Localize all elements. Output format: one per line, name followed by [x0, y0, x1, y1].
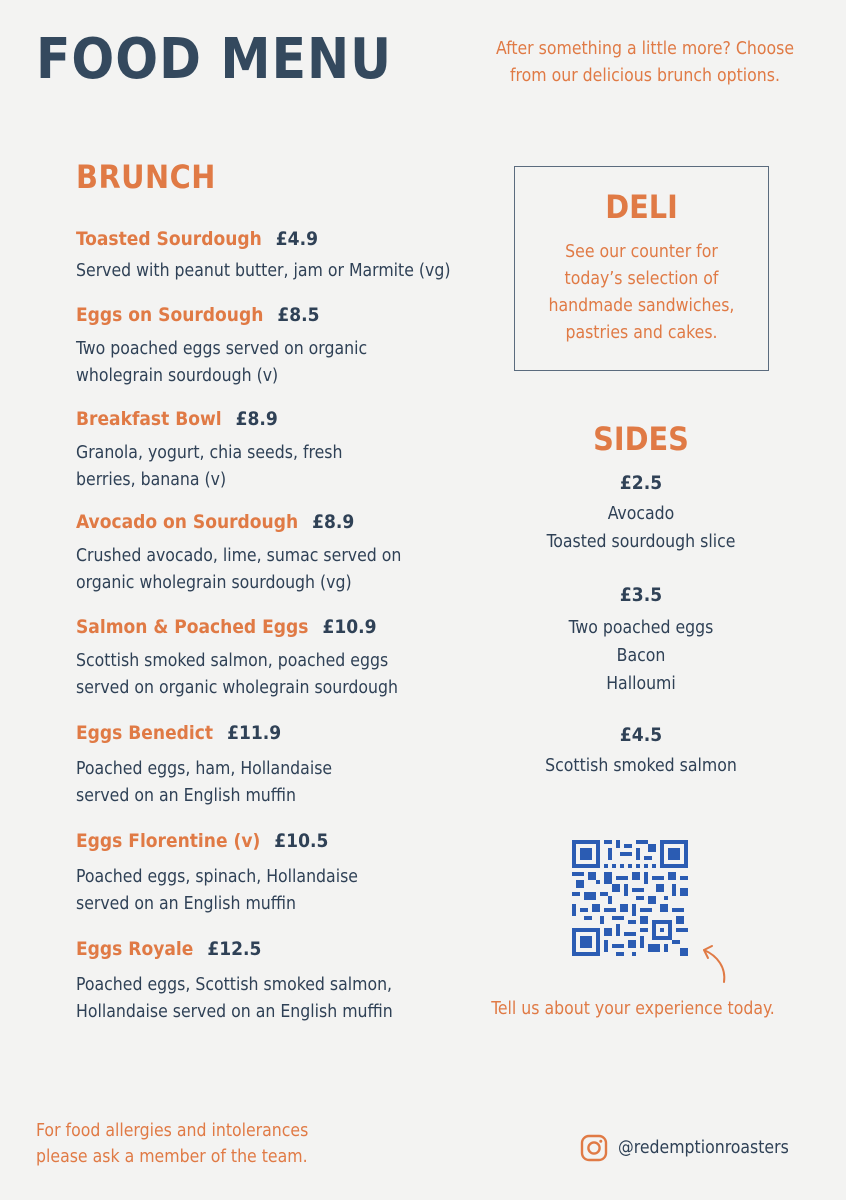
item-name: Eggs Royale — [76, 938, 194, 960]
intro-line: from our delicious brunch options. — [510, 66, 780, 86]
menu-item-breakfast-bowl — [76, 406, 476, 494]
item-description: wholegrain sourdough (v) — [76, 366, 279, 386]
menu-item-salmon-poached-eggs — [76, 614, 476, 702]
menu-item-eggs-on-sourdough — [76, 302, 476, 390]
item-price: £8.5 — [277, 304, 320, 326]
item-description: berries, banana (v) — [76, 470, 227, 490]
brunch-heading: BRUNCH — [76, 158, 216, 196]
item-description: served on an English muffin — [76, 894, 296, 914]
item-description: served on an English muffin — [76, 786, 296, 806]
menu-item-eggs-benedict — [76, 720, 476, 810]
item-description: organic wholegrain sourdough (vg) — [76, 573, 352, 593]
side-price: £4.5 — [619, 724, 663, 746]
item-price: £10.9 — [322, 616, 377, 638]
side-item: Avocado — [607, 504, 675, 524]
page-title: FOOD MENU — [36, 27, 393, 92]
side-item: Halloumi — [606, 674, 676, 694]
item-description: served on organic wholegrain sourdough — [76, 678, 398, 698]
side-price: £2.5 — [619, 472, 663, 494]
instagram-icon — [580, 1134, 608, 1162]
item-name: Salmon & Poached Eggs — [76, 616, 309, 638]
deli-text-line: pastries and cakes. — [565, 323, 718, 343]
item-name: Breakfast Bowl — [76, 408, 222, 430]
item-description: Scottish smoked salmon, poached eggs — [76, 651, 389, 671]
item-description: Served with peanut butter, jam or Marmite (vg) — [76, 261, 451, 281]
sides-group — [500, 470, 782, 556]
menu-item-avocado-on-sourdough — [76, 509, 476, 597]
item-price: £11.9 — [227, 722, 282, 744]
item-price: £10.5 — [274, 830, 329, 852]
sides-heading: SIDES — [593, 420, 689, 458]
item-description: Two poached eggs served on organic — [76, 339, 368, 359]
item-description: Granola, yogurt, chia seeds, fresh — [76, 443, 343, 463]
item-name: Avocado on Sourdough — [76, 511, 299, 533]
deli-box — [514, 166, 769, 371]
item-description: Poached eggs, spinach, Hollandaise — [76, 867, 358, 887]
item-name: Eggs on Sourdough — [76, 304, 264, 326]
side-item: Toasted sourdough slice — [546, 532, 736, 552]
item-name: Eggs Florentine (v) — [76, 830, 261, 852]
qr-code-icon[interactable] — [572, 840, 688, 956]
allergy-notice — [36, 1118, 356, 1170]
curved-arrow-icon — [696, 940, 736, 988]
sides-group — [500, 722, 782, 780]
item-description: Crushed avocado, lime, sumac served on — [76, 546, 402, 566]
item-price: £8.9 — [312, 511, 355, 533]
item-description: Hollandaise served on an English muffin — [76, 1002, 393, 1022]
deli-text-line: today’s selection of — [564, 269, 719, 289]
allergy-line: For food allergies and intolerances — [36, 1121, 309, 1141]
deli-heading: DELI — [605, 188, 678, 226]
allergy-line: please ask a member of the team. — [36, 1147, 308, 1167]
menu-item-eggs-royale — [76, 936, 476, 1026]
item-description: Poached eggs, ham, Hollandaise — [76, 759, 333, 779]
feedback-text: Tell us about your experience today. — [491, 999, 775, 1019]
deli-text-line: See our counter for — [565, 242, 718, 262]
intro-line: After something a little more? Choose — [495, 39, 795, 59]
social-link[interactable] — [580, 1133, 789, 1163]
deli-text — [515, 239, 768, 347]
side-price: £3.5 — [619, 584, 663, 606]
item-name: Eggs Benedict — [76, 722, 214, 744]
intro-text — [470, 36, 820, 90]
item-name: Toasted Sourdough — [76, 228, 262, 250]
item-price: £8.9 — [235, 408, 278, 430]
side-item: Scottish smoked salmon — [545, 756, 737, 776]
item-description: Poached eggs, Scottish smoked salmon, — [76, 975, 393, 995]
sides-section — [500, 418, 782, 780]
menu-item-eggs-florentine — [76, 828, 476, 918]
item-price: £4.9 — [275, 228, 318, 250]
deli-text-line: handmade sandwiches, — [548, 296, 735, 316]
side-item: Two poached eggs — [568, 618, 714, 638]
item-price: £12.5 — [207, 938, 262, 960]
menu-item-toasted-sourdough — [76, 226, 476, 285]
social-handle: @redemptionroasters — [618, 1138, 789, 1158]
sides-group — [500, 582, 782, 698]
side-item: Bacon — [616, 646, 666, 666]
